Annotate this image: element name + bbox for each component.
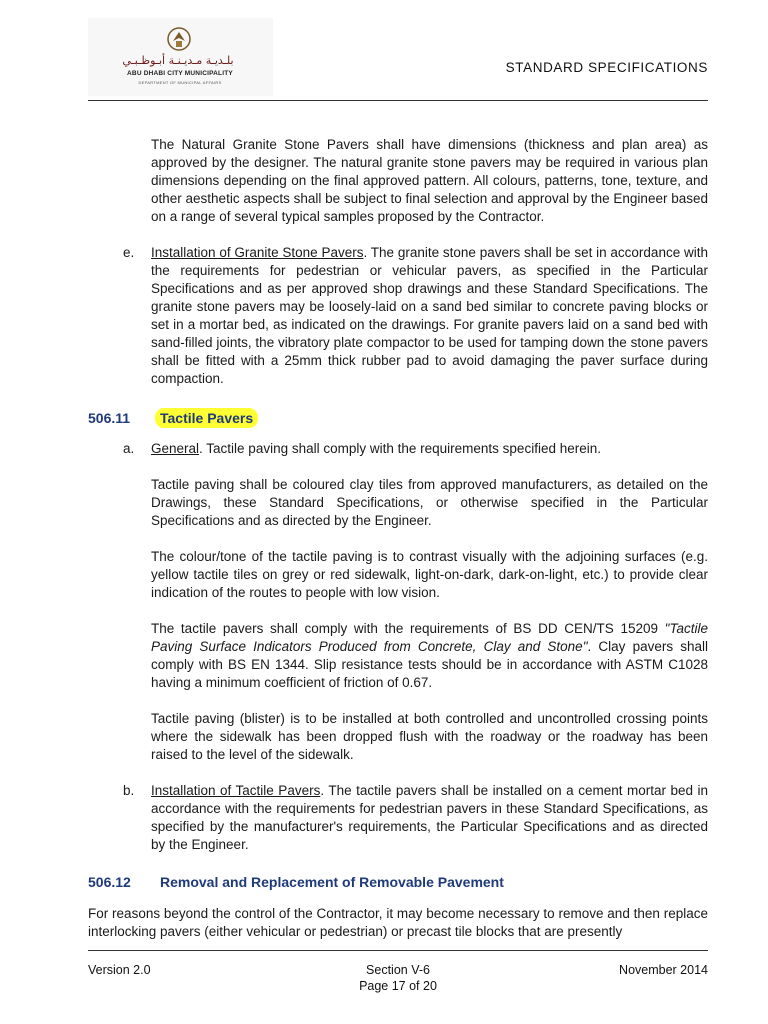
item-text: . The granite stone pavers shall be set in accordance with the requirements for pedestrian or vehicular pavers, as specified in the Particular Specifications and as per approved shop drawings and these Standard Specifications. The granite stone pavers may be loosely-laid on a sand bed similar to concrete paving blocks or set in a mortar bed, as indicated on the drawings. For granite pavers laid on a sand bed with sand-filled joints, the vibratory plate compactor to be used for tamping down the stone pavers shall be fitted with a 25mm thick rubber pad to avoid damaging the paver surface during compaction. bbox=[151, 245, 708, 386]
item-title: General bbox=[151, 441, 200, 456]
list-marker: b. bbox=[123, 783, 135, 798]
logo-department-text: DEPARTMENT OF MUNICIPAL AFFAIRS bbox=[138, 80, 222, 85]
section-heading-506-11 bbox=[88, 407, 708, 429]
page-content bbox=[88, 136, 708, 941]
item-title: Installation of Granite Stone Pavers bbox=[151, 245, 364, 260]
date-label: November 2014 bbox=[619, 963, 708, 977]
item-title: Installation of Tactile Pavers bbox=[151, 783, 321, 798]
footer-divider bbox=[88, 950, 708, 951]
logo-arabic-text: بلـديـة مـديـنـة أبـوظـبـي bbox=[122, 54, 234, 67]
falcon-emblem-icon bbox=[166, 26, 192, 52]
list-marker: e. bbox=[123, 245, 135, 260]
paragraph: Tactile paving shall be coloured clay tiles from approved manufacturers, as detailed on the Drawings, these Standard Specifications, or otherwise specified in the Particular Specifications and as directed by the Engineer. bbox=[151, 477, 708, 528]
section-title: Removal and Replacement of Removable Pavement bbox=[160, 874, 504, 890]
section-page-info bbox=[88, 962, 708, 994]
paragraph-standards bbox=[151, 620, 708, 692]
section-label: Section V-6 bbox=[366, 963, 430, 977]
list-item-e bbox=[123, 244, 708, 388]
list-marker: a. bbox=[123, 441, 135, 456]
section-heading-506-12 bbox=[88, 871, 708, 893]
paragraph: Tactile paving (blister) is to be installed at both controlled and uncontrolled crossing points where the sidewalk has been dropped flush with the roadway or the roadway has been raised to the level of the sidewalk. bbox=[151, 711, 708, 762]
document-title: STANDARD SPECIFICATIONS bbox=[505, 60, 708, 75]
page-number: Page 17 of 20 bbox=[359, 979, 437, 993]
para-text: The tactile pavers shall comply with the requirements of BS DD CEN/TS 15209 bbox=[151, 621, 665, 636]
paragraph: The colour/tone of the tactile paving is to contrast visually with the adjoining surfaces (e.g. yellow tactile tiles on grey or red sidewalk, light-on-dark, dark-on-light, etc.) to provide clear indication of the routes to people with low vision. bbox=[151, 549, 708, 600]
section-number: 506.12 bbox=[88, 874, 131, 890]
version-label: Version 2.0 bbox=[88, 963, 151, 977]
page-header bbox=[88, 18, 708, 98]
list-item-a bbox=[123, 440, 708, 458]
section-title-highlighted: Tactile Pavers bbox=[155, 408, 258, 428]
header-divider bbox=[88, 100, 708, 101]
item-text: . The tactile pavers shall be installed on a cement mortar bed in accordance with the requirements for pedestrian pavers in these Standard Specifications, as specified by the manufacturer's requirements, the Particular Specifications and as directed by the Engineer. bbox=[151, 783, 708, 852]
item-text: . Tactile paving shall comply with the requirements specified herein. bbox=[199, 441, 601, 456]
intro-paragraph: The Natural Granite Stone Pavers shall have dimensions (thickness and plan area) as approved by the designer. The natural granite stone pavers may be required in various plan dimensions depending on the final approved pattern. All colours, patterns, tone, texture, and other aesthetic aspects shall be subject to final selection and approval by the Engineer based on a range of several typical samples proposed by the Contractor. bbox=[151, 137, 708, 224]
standard-title: "Tactile Paving Surface Indicators Produced from Concrete, Clay and Stone" bbox=[151, 621, 708, 654]
municipality-logo bbox=[88, 18, 273, 96]
list-item-b bbox=[123, 782, 708, 854]
paragraph: For reasons beyond the control of the Contractor, it may become necessary to remove and then replace interlocking pavers (either vehicular or pedestrian) or precast tile blocks that are presently bbox=[88, 906, 708, 939]
logo-english-text: ABU DHABI CITY MUNICIPALITY bbox=[127, 70, 233, 77]
para-text: . Clay pavers shall comply with BS EN 1344. Slip resistance tests should be in accordance with ASTM C1028 having a minimum coefficient of friction of 0.67. bbox=[151, 639, 709, 690]
section-number: 506.11 bbox=[88, 410, 131, 426]
